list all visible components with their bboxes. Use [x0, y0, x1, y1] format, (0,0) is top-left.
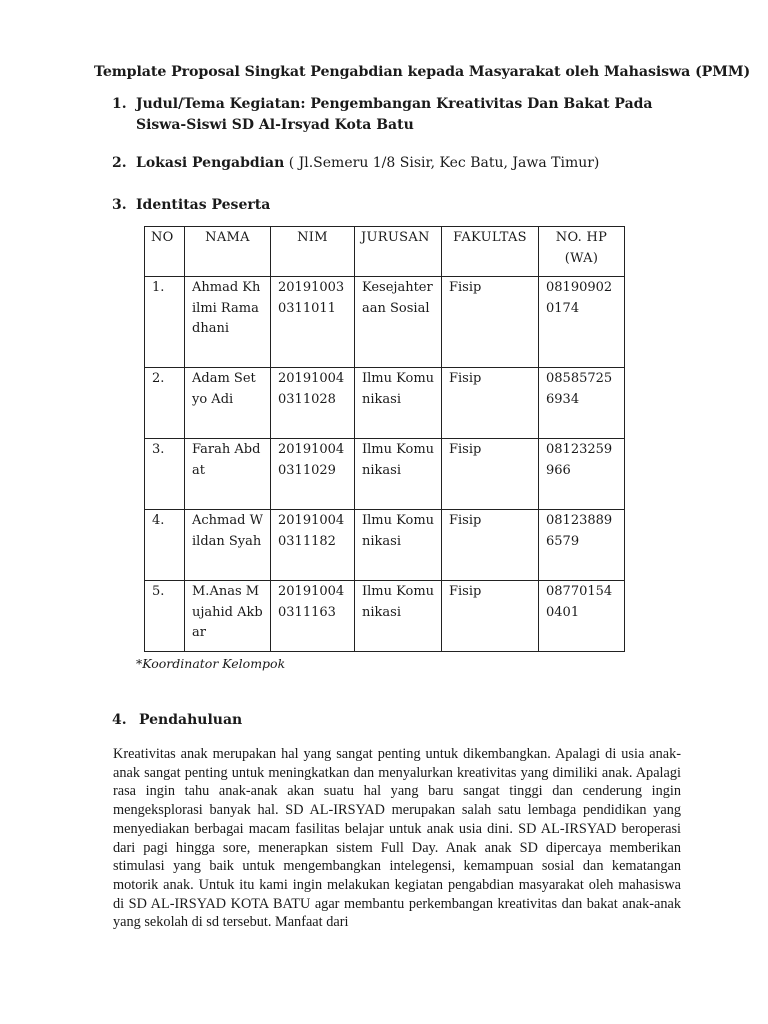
- cell-jurusan: Ilmu Komunikasi: [355, 439, 442, 510]
- header-fakultas: FAKULTAS: [442, 227, 539, 277]
- cell-nim: 201910040311163: [271, 581, 355, 652]
- table-row: [145, 277, 625, 368]
- section-lokasi-value: ( Jl.Semeru 1/8 Sisir, Kec Batu, Jawa Timur): [284, 155, 600, 171]
- cell-fakultas: Fisip: [442, 368, 539, 439]
- cell-nama: Achmad Wildan Syah: [185, 510, 271, 581]
- header-jurusan: JURUSAN: [355, 227, 442, 277]
- header-no: NO: [145, 227, 185, 277]
- cell-jurusan: Ilmu Komunikasi: [355, 510, 442, 581]
- section-lokasi-label: Lokasi Pengabdian: [136, 155, 285, 171]
- table-row: [145, 581, 625, 652]
- cell-no: 3.: [145, 439, 185, 510]
- table-header-row: [145, 227, 625, 277]
- table-row: [145, 439, 625, 510]
- cell-nama: M.Anas Mujahid Akbar: [185, 581, 271, 652]
- cell-fakultas: Fisip: [442, 439, 539, 510]
- cell-nama: Adam Setyo Adi: [185, 368, 271, 439]
- cell-fakultas: Fisip: [442, 277, 539, 368]
- cell-fakultas: Fisip: [442, 510, 539, 581]
- section-number: 2.: [112, 155, 127, 171]
- pendahuluan-paragraph: Kreativitas anak merupakan hal yang sangat penting untuk dikembangkan. Apalagi di usia anak-anak sangat penting untuk meningkatkan dan menyalurkan kreativitas yang dimiliki anak. Apalagi rasa ingin tahu anak-anak akan suatu hal yang baru sangat tinggi dan cenderung ingin mengeksplorasi banyak hal. SD AL-IRSYAD merupakan salah satu lembaga pendidikan yang menyediakan berbagai macam fasilitas belajar untuk anak usia dini. SD AL-IRSYAD beroperasi dari pagi hingga sore, menerapkan sistem Full Day. Anak anak SD dipercaya memberikan stimulasi yang baik untuk mengembangkan intelegensi, kemampuan sosial dan kematangan motorik anak. Untuk itu kami ingin melakukan kegiatan pengabdian masyarakat oleh mahasiswa di SD AL-IRSYAD KOTA BATU agar membantu perkembangan kreativitas dan bakat anak-anak yang sekolah di sd tersebut. Manfaat dari: [113, 746, 681, 931]
- cell-nama: Ahmad Khilmi Ramadhani: [185, 277, 271, 368]
- cell-no: 4.: [145, 510, 185, 581]
- cell-nim: 201910040311028: [271, 368, 355, 439]
- header-hp: NO. HP (WA): [539, 227, 625, 277]
- cell-jurusan: Kesejahteraan Sosial: [355, 277, 442, 368]
- section-lokasi-body: [136, 153, 696, 174]
- cell-nama: Farah Abdat: [185, 439, 271, 510]
- section-judul-label: Judul/Tema Kegiatan: Pengembangan Kreativitas Dan Bakat Pada Siswa-Siswi SD Al-Irsyad Kota Batu: [136, 96, 653, 133]
- cell-jurusan: Ilmu Komunikasi: [355, 368, 442, 439]
- table-note: *Koordinator Kelompok: [136, 656, 286, 671]
- cell-nim: 201910030311011: [271, 277, 355, 368]
- cell-nim: 201910040311182: [271, 510, 355, 581]
- section-number: 4.: [112, 712, 127, 728]
- peserta-table: [144, 226, 625, 652]
- cell-hp: 081909020174: [539, 277, 625, 368]
- section-pendahuluan-label: Pendahuluan: [139, 712, 243, 728]
- cell-fakultas: Fisip: [442, 581, 539, 652]
- cell-nim: 201910040311029: [271, 439, 355, 510]
- table-row: [145, 510, 625, 581]
- cell-hp: 085857256934: [539, 368, 625, 439]
- section-identitas-label: Identitas Peserta: [136, 197, 271, 213]
- cell-jurusan: Ilmu Komunikasi: [355, 581, 442, 652]
- header-nim: NIM: [271, 227, 355, 277]
- cell-no: 2.: [145, 368, 185, 439]
- section-number: 3.: [112, 197, 127, 213]
- header-nama: NAMA: [185, 227, 271, 277]
- document-title: Template Proposal Singkat Pengabdian kepada Masyarakat oleh Mahasiswa (PMM): [94, 64, 751, 80]
- cell-no: 5.: [145, 581, 185, 652]
- cell-hp: 081238896579: [539, 510, 625, 581]
- cell-hp: 087701540401: [539, 581, 625, 652]
- cell-hp: 08123259966: [539, 439, 625, 510]
- section-number: 1.: [112, 96, 127, 112]
- table-row: [145, 368, 625, 439]
- cell-no: 1.: [145, 277, 185, 368]
